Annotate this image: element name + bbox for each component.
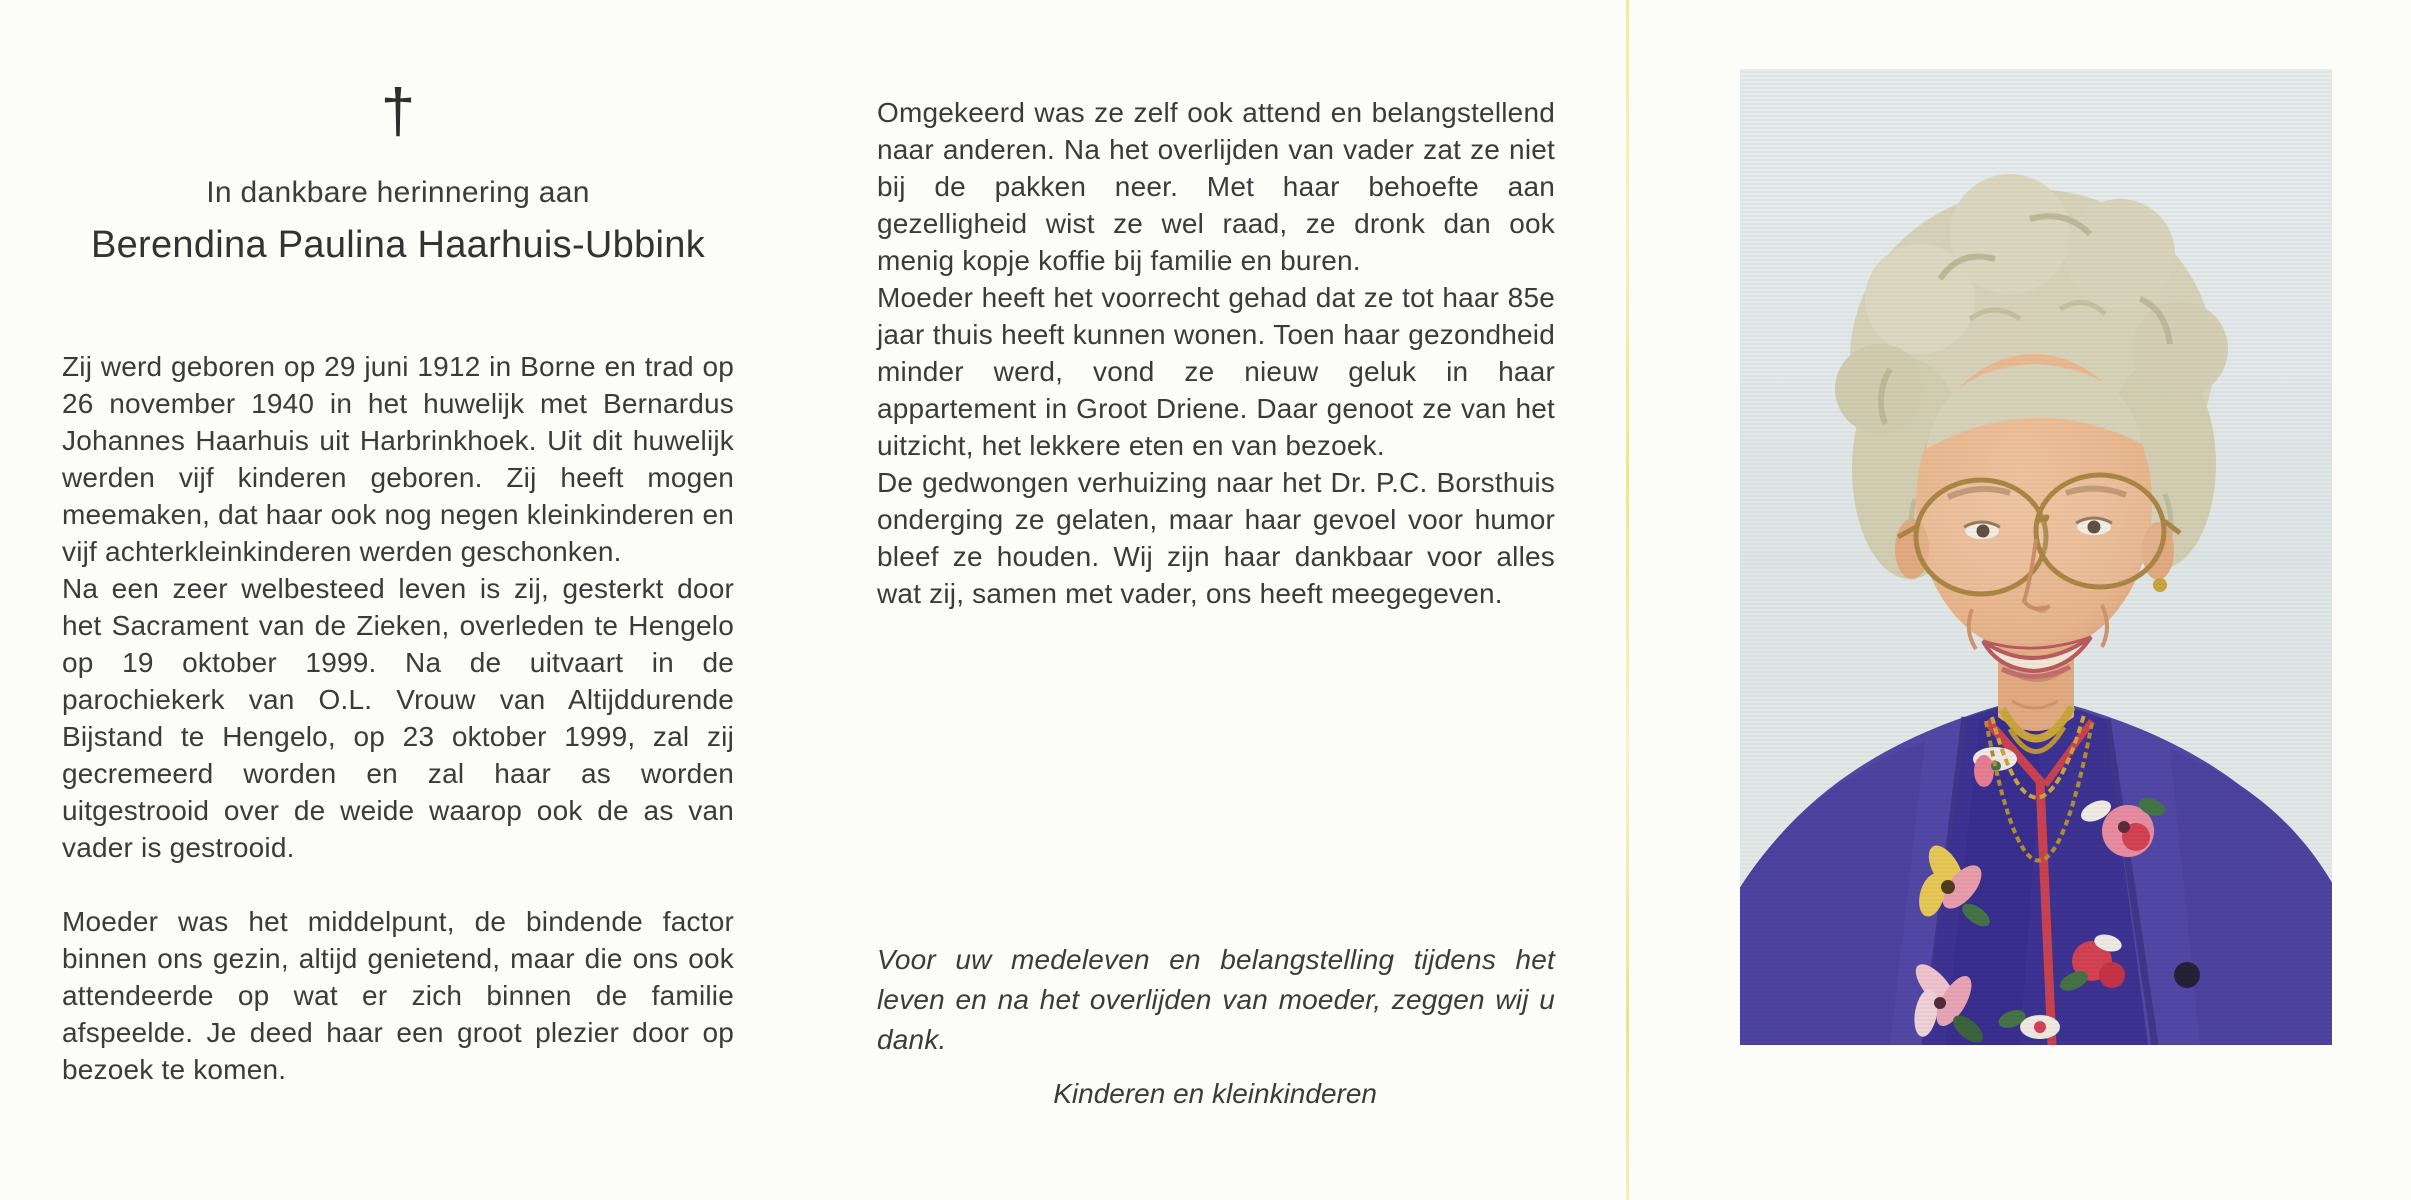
signature-line: Kinderen en kleinkinderen: [1053, 1078, 1377, 1109]
cross-icon: †: [380, 77, 416, 146]
middle-text-column: [877, 94, 1555, 612]
paragraph-home-driene: Moeder heeft het voorrecht gehad dat ze tot haar 85e jaar thuis heeft kunnen wonen. Toen haar gezondheid minder werd, vond ze nieuw geluk in haar appartement in Groot Driene. Daar genoot ze van het uitzicht, het lekkere eten en van bezoek.: [877, 282, 1555, 461]
paragraph-death-funeral: Na een zeer welbesteed leven is zij, gesterkt door het Sacrament van de Zieken, overleden te Hengelo op 19 oktober 1999. Na de uitvaart in de parochiekerk van O.L. Vrouw van Altijddurende Bijstand te Hengelo, op 23 oktober 1999, zal zij gecremeerd worden en zal haar as worden uitgestrooid over de weide waarop ook de as van vader is gestrooid.: [62, 573, 734, 863]
left-text-column: [62, 348, 734, 1088]
portrait-photo: [1740, 69, 2332, 1045]
jacket-button: [2174, 962, 2200, 988]
acknowledgement-text: Voor uw medeleven en belangstelling tijdens het leven en na het overlijden van moeder, zeggen wij u dank.: [877, 944, 1555, 1055]
paragraph-borsthuis: De gedwongen verhuizing naar het Dr. P.C. Borsthuis onderging ze gelaten, maar haar gevoel voor humor bleef ze houden. Wij zijn haar dankbaar voor alles wat zij, samen met vader, ons heeft meegegeven.: [877, 467, 1555, 609]
paragraph-caring-nature: Omgekeerd was ze zelf ook attend en belangstellend naar anderen. Na het overlijden van vader zat ze niet bij de pakken neer. Met haar behoefte aan gezelligheid wist ze wel raad, ze dronk dan ook menig kopje koffie bij familie en buren.: [877, 97, 1555, 276]
paragraph-birth-family: Zij werd geboren op 29 juni 1912 in Borne en trad op 26 november 1940 in het huwelijk met Bernardus Johannes Haarhuis uit Harbrinkhoek. Uit dit huwelijk werden vijf kinderen geboren. Zij heeft mogen meemaken, dat haar ook nog negen kleinkinderen en vijf achterkleinkinderen werden geschonken.: [62, 351, 734, 567]
earring: [2153, 578, 2167, 592]
intro-line: In dankbare herinnering aan: [206, 176, 590, 209]
deceased-name: Berendina Paulina Haarhuis-Ubbink: [90, 224, 706, 266]
paragraph-mother-role: Moeder was het middelpunt, de bindende factor binnen ons gezin, altijd genietend, maar die ons ook attendeerde op wat er zich binnen de familie afspeelde. Je deed haar een groot plezier door op bezoek te komen.: [62, 906, 734, 1085]
portrait-illustration: [1740, 69, 2332, 1045]
